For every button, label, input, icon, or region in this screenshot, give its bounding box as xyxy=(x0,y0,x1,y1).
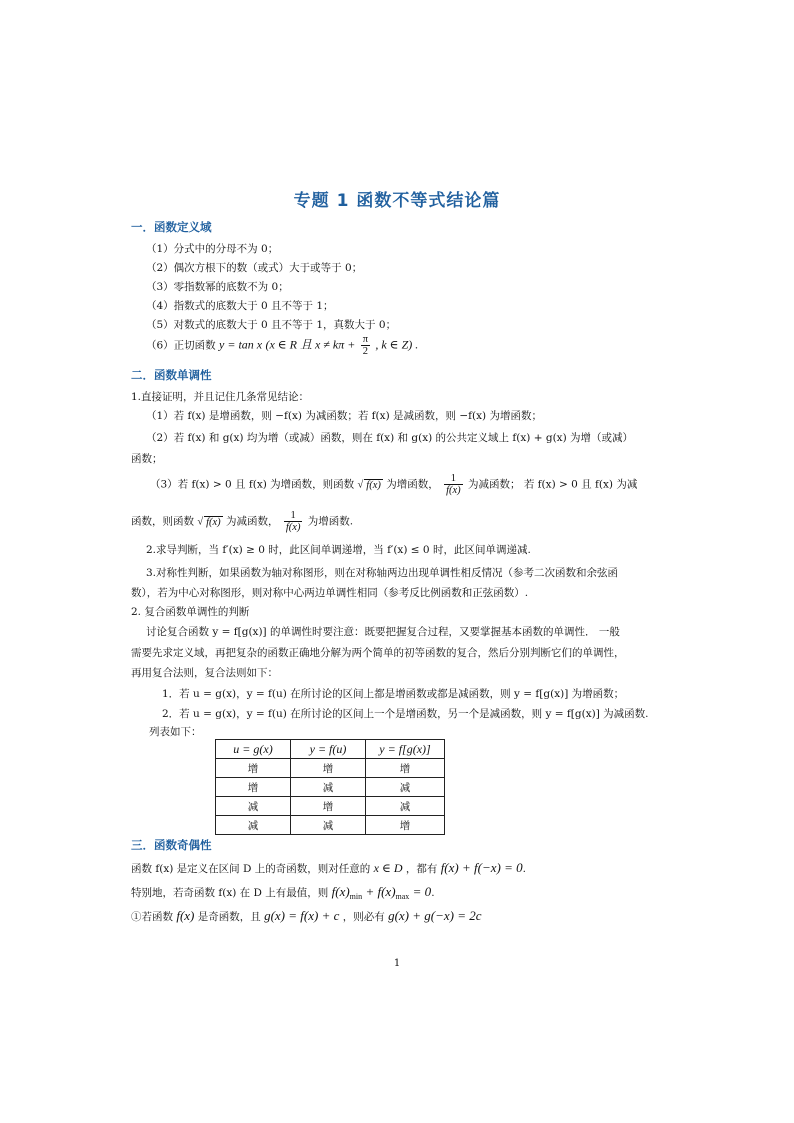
table-header-cell: y = f[g(x)] xyxy=(366,740,445,759)
fraction-denominator: f(x) xyxy=(446,485,461,497)
parity-line-1 xyxy=(131,860,526,876)
parity-text: 是奇函数，且 xyxy=(197,911,261,923)
reciprocal-fraction xyxy=(444,473,463,496)
odd-function-identity: f(x) + f(−x) = 0 xyxy=(440,860,523,875)
table-row xyxy=(216,816,445,835)
parity-text: . xyxy=(522,863,526,875)
tan-formula: y = tan x xyxy=(219,337,263,352)
parity-text: ①若函数 xyxy=(131,911,173,923)
mono-1d-text-b: 为减函数， xyxy=(226,515,279,528)
fraction-denominator: f(x) xyxy=(285,522,301,534)
table-cell: 增 xyxy=(366,759,445,778)
page-number: 1 xyxy=(393,958,401,969)
reciprocal-fraction xyxy=(284,510,303,533)
table-cell: 减 xyxy=(216,797,291,816)
composite-para-line3: 再用复合法则，复合法则如下： xyxy=(131,667,278,679)
parity-math: g(x) = f(x) + c xyxy=(264,908,340,923)
composite-rule-1: 1．若 u = g(x)，y = f(u) 在所讨论的区间上都是增函数或都是减函数，则 y = f[g(x)] 为增函数； xyxy=(162,688,625,700)
domain-rule-5: （5）对数式的底数大于 0 且不等于 1，真数大于 0； xyxy=(146,319,397,331)
tan-condition-end: , k ∈ Z) . xyxy=(375,337,419,352)
mono-point-1a: （1）若 f(x) 是增函数，则 −f(x) 为减函数；若 f(x) 是减函数，则 −f(x) 为增函数； xyxy=(146,410,542,422)
section-heading-domain: 一．函数定义域 xyxy=(131,220,212,234)
page-title: 专题 1 函数不等式结论篇 xyxy=(293,191,501,211)
parity-text: 特别地，若奇函数 f(x) 在 D 上有最值，则 xyxy=(131,887,329,899)
mono-1d-text-c: 为增函数. xyxy=(307,515,354,528)
parity-text: . xyxy=(431,887,435,899)
parity-math: = 0 xyxy=(412,884,432,899)
mono-1d-text-a: 函数，则函数 xyxy=(131,515,194,528)
domain-rule-6-text: （6）正切函数 xyxy=(146,339,216,352)
domain-rule-6 xyxy=(146,334,418,357)
table-header-cell: y = f(u) xyxy=(291,740,366,759)
fraction-numerator: 1 xyxy=(284,510,303,522)
table-row xyxy=(216,797,445,816)
parity-text: 函数 f(x) 是定义在区间 D 上的奇函数，则对任意的 xyxy=(131,863,371,875)
mono-point-3-line1: 3.对称性判断，如果函数为轴对称图形，则在对称轴两边出现单调性相反情况（参考二次函数和余弦函 xyxy=(146,567,619,579)
composite-rule-table xyxy=(215,739,445,835)
domain-rule-4: （4）指数式的底数大于 0 且不等于 1； xyxy=(146,300,334,312)
parity-math: f(x) xyxy=(176,908,195,923)
mono-1c-text-a: （3）若 f(x) > 0 且 f(x) 为增函数，则函数 xyxy=(150,478,355,491)
composite-heading: 2. 复合函数单调性的判断 xyxy=(131,606,250,618)
min-subscript: min xyxy=(349,892,363,902)
parity-math: x ∈ D xyxy=(373,861,403,875)
parity-line-2 xyxy=(131,884,435,901)
mono-point-1b-line2: 函数； xyxy=(131,453,163,465)
mono-1c-text-b: 为增函数， xyxy=(386,478,439,491)
pi-over-two-fraction xyxy=(361,334,370,357)
section-heading-monotonicity: 二．函数单调性 xyxy=(131,368,212,382)
tan-condition: (x ∈ R 且 x ≠ kπ + xyxy=(265,337,356,352)
mono-point-1b-line1: （2）若 f(x) 和 g(x) 均为增（或减）函数，则在 f(x) 和 g(x) 的公共定义域上 f(x) + g(x) 为增（或减） xyxy=(146,432,634,444)
domain-rule-2: （2）偶次方根下的数（或式）大于或等于 0； xyxy=(146,262,363,274)
domain-rule-3: （3）零指数幂的底数不为 0； xyxy=(146,281,289,293)
composite-para-line1: 讨论复合函数 y = f[g(x)] 的单调性时要注意：既要把握复合过程，又要掌握基本函数的单调性． 一般 xyxy=(146,626,620,638)
max-subscript: max xyxy=(395,892,410,902)
fraction-denominator: 2 xyxy=(362,346,368,358)
table-cell: 减 xyxy=(366,797,445,816)
domain-rule-1: （1）分式中的分母不为 0； xyxy=(146,243,279,255)
table-header-cell: u = g(x) xyxy=(216,740,291,759)
section-heading-parity: 三．函数奇偶性 xyxy=(131,838,212,852)
table-header-row xyxy=(216,740,445,759)
table-cell: 减 xyxy=(291,816,366,835)
table-row xyxy=(216,759,445,778)
table-cell: 减 xyxy=(216,816,291,835)
mono-1c-text-c: 为减函数； 若 f(x) > 0 且 f(x) 为减 xyxy=(467,478,638,491)
composite-para-line2: 需要先求定义域，再把复杂的函数正确地分解为两个简单的初等函数的复合，然后分别判断它们的单调性， xyxy=(131,647,625,659)
table-row xyxy=(216,778,445,797)
table-cell: 减 xyxy=(366,778,445,797)
table-intro: 列表如下： xyxy=(149,726,202,738)
table-cell: 减 xyxy=(291,778,366,797)
mono-point-1d: 函数，则函数 √ f(x) 为减函数， $\frac{1}{f(x)}$ 为增函数. xyxy=(131,510,354,534)
sqrt-expression: f(x) xyxy=(206,516,221,528)
mono-point-3-line2: 数），若为中心对称图形，则对称中心两边单调性相同（参考反比例函数和正弦函数）. xyxy=(131,587,529,599)
table-cell: 增 xyxy=(216,759,291,778)
table-cell: 增 xyxy=(216,778,291,797)
mono-point-2: 2.求导判断，当 f′(x) ≥ 0 时，此区间单调递增，当 f′(x) ≤ 0 时，此区间单调递减. xyxy=(146,544,531,556)
parity-text: ，都有 xyxy=(405,863,438,875)
table-cell: 增 xyxy=(291,797,366,816)
composite-rule-2: 2．若 u = g(x)，y = f(u) 在所讨论的区间上一个是增函数，另一个是减函数，则 y = f[g(x)] 为减函数. xyxy=(162,708,649,720)
parity-text: ，则必有 xyxy=(342,911,385,923)
parity-math: + f(x) xyxy=(365,884,396,899)
parity-math: g(x) + g(−x) = 2c xyxy=(388,908,482,923)
mono-point-1c: （3）若 f(x) > 0 且 f(x) 为增函数，则函数 √ f(x) 为增函数， $\frac{1}{f(x)}$ 为减函数； 若 f(x) > 0 且 f(x) 为减 xyxy=(150,473,638,497)
parity-line-3 xyxy=(131,908,482,924)
parity-math: f(x) xyxy=(331,884,350,899)
fraction-numerator: 1 xyxy=(444,473,463,485)
fraction-numerator: π xyxy=(362,334,369,345)
table-cell: 增 xyxy=(291,759,366,778)
sqrt-expression: f(x) xyxy=(366,479,381,491)
table-cell: 增 xyxy=(366,816,445,835)
mono-point-1: 1.直接证明，并且记住几条常见结论： xyxy=(131,391,310,403)
